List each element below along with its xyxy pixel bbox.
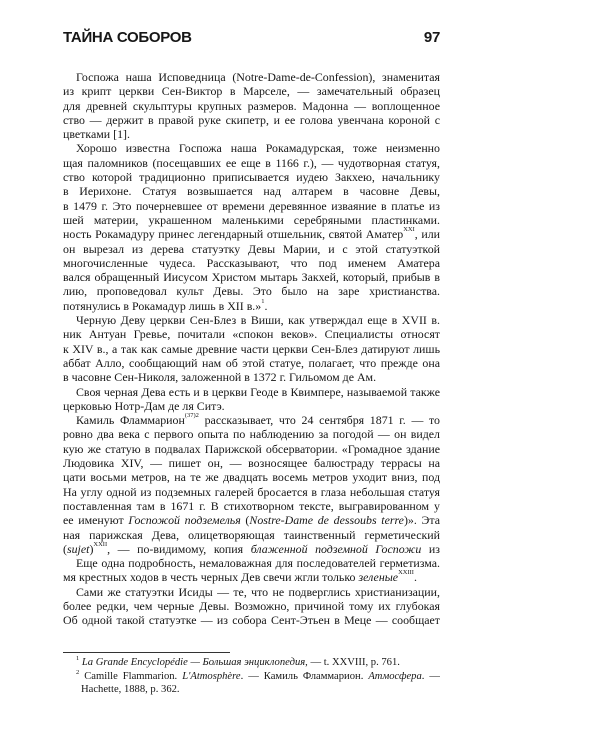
text-line: церковью Нотр-Дам де ля Ситэ.: [63, 398, 225, 413]
paragraph: [63, 70, 440, 141]
text-line: из крипт церкви Сен-Виктор в Марселе, — замечательный образец: [63, 84, 440, 99]
text-line: цветками [1].: [63, 127, 130, 142]
text-line: более редки, чем черные Девы. Возможно, причиной тому их глубокая: [63, 598, 440, 613]
text-line: цати восьми метров, на те же двадцать восемь метров уходит вниз, под: [63, 470, 440, 485]
italic-text: L'Atmosphère: [182, 670, 241, 682]
paragraph: [63, 556, 440, 585]
text-line: в часовне Сен-Николя, заложенной в 1372 г. Гильомом де Ам.: [63, 370, 377, 385]
italic-text: Госпожой подземелья: [128, 513, 241, 528]
text-line: кую же статую в подвалах Парижской обсерватории. «Громадное здание: [63, 441, 440, 456]
text-line: шей материи, украшенном маленькими серебряными пластинками.: [63, 212, 440, 227]
text-line: ник Антуан Гревье, почитали «спокон веков». Специалисты относят: [63, 327, 440, 342]
text-line: он вырезал из дерева статуэтку Девы Марии, и с этой статуэткой: [63, 241, 440, 256]
text-line: Своя черная Дева есть и в церкви Геоде в Квимпере, называемой также: [76, 384, 440, 399]
text-line: мя крестных ходов в честь черных Дев свечи жгли только зеленые$^{XXIII}$.: [63, 570, 417, 585]
text-line: Сами же статуэтки Исиды — те, что не подверглись христианизации,: [76, 584, 440, 599]
footnote-marker: XXI: [403, 227, 415, 234]
text-line: ная парижская Дева, олицетворяющая таинственный герметический: [63, 527, 440, 542]
text-line: Черную Деву церкви Сен-Блез в Виши, как утверждал еще в XVII в.: [76, 313, 440, 328]
text-line: $^2$ Camille Flammarion. L'Atmosphère. — Камиль Фламмарион. Атмосфера. —: [76, 669, 440, 682]
footnote-marker: XXII: [93, 541, 108, 548]
body-text: [63, 70, 440, 628]
text-line: Еще одна подробность, немаловажная для последователей герметизма.: [76, 556, 440, 571]
text-line: ее именуют Госпожой подземелья (Nostre-Dame de dessoubs terre)». Эта: [63, 513, 440, 528]
text-line: Hachette, 1888, p. 362.: [81, 684, 180, 695]
text-line: щая паломников (посещавших ее еще в 1166 г.), — чудотворная статуя,: [63, 155, 440, 170]
text-line: аббат Алло, сообщающий нам об этой статуе, полагает, что прежде она: [63, 355, 440, 370]
footnote-marker: 1: [261, 298, 265, 305]
text-line: ство которой традиционно приписывается иудею Закхею, начальнику: [63, 170, 440, 185]
text-line: многочисленные чудеса. Рассказывают, что под именем Аматера: [63, 256, 440, 270]
footnote: [63, 670, 440, 697]
text-line: ность Рокамадуру принес легендарный отшельник, святой Аматер$^{XXI}$, или: [63, 227, 440, 242]
text-line: Камиль Фламмарион$^{(37)2}$ рассказывает, что 24 сентября 1871 г. — то: [76, 413, 440, 428]
text-line: в Иерихоне. Статуя возвышается над алтарем в часовне Девы,: [63, 184, 440, 199]
italic-text: sujet: [66, 541, 90, 556]
page-number: 97: [423, 29, 440, 46]
footnote-marker: (37)2: [184, 413, 199, 420]
text-line: в 1479 г. Это почерневшее от времени деревянное изваяние в платье из: [63, 198, 440, 213]
paragraph: [63, 585, 440, 628]
footnote-marker: XXIII: [398, 570, 414, 577]
italic-text: La Grande Encyclopédie — Большая энциклопедия: [81, 657, 306, 668]
text-line: к XIV в., а так как самые древние части церкви Сен-Блез датируют лишь: [63, 341, 440, 356]
paragraph: [63, 313, 440, 384]
footnote-marker: [113, 269, 116, 270]
text-line: потянулись в Рокамадур лишь в XII в.»$^1$.: [63, 298, 268, 313]
text-line: Хорошо известна Госпожа наша Рокамадурская, тоже неизменно: [76, 141, 440, 156]
footnote-divider: [63, 652, 230, 653]
footnote: [63, 656, 440, 670]
text-line: Людовика XIV, — пишет он, — возносящее балюстраду террасы на: [63, 456, 440, 471]
paragraph: [63, 385, 440, 414]
paragraph: [63, 413, 440, 556]
text-line: для древней скульптуры крупных размеров. Мадонна — воплощенное: [63, 98, 440, 113]
text-line: вался обращенный Иисусом Христом мытарь Закхей, который, прибыв в: [63, 270, 440, 285]
text-line: лию, проповедовал культ Девы. Это было на заре христианства.: [63, 284, 440, 299]
text-line: На углу одной из подземных галерей бросается в глаза небольшая статуя: [63, 484, 440, 499]
italic-text: блаженной подземной Госпожи: [250, 541, 422, 556]
paragraph: [63, 141, 440, 313]
text-line: Об одной такой статуэтке — из собора Сент-Этьен в Меце — сообщает: [63, 613, 440, 628]
text-line: поставленная там в 1671 г. В стихотворном тексте, выгравированном у: [63, 498, 440, 513]
footnotes: [63, 656, 440, 697]
italic-text: Nostre-Dame de dessoubs terre: [249, 513, 404, 528]
text-line: Госпожа наша Исповедница (Notre-Dame-de-Confession), знаменитая: [76, 70, 440, 84]
text-line: (sujet)$^{XXII}$, — по-видимому, копия блаженной подземной Госпожи из: [63, 541, 440, 556]
text-line: ровно два века с первого опыта по наблюдению за погодой — он видел: [63, 427, 440, 442]
running-header: [63, 29, 440, 49]
text-line: $^1$ La Grande Encyclopédie — Большая энциклопедия, — t. XXVIII, p. 761.: [76, 656, 400, 668]
footnote-marker: 2: [76, 669, 80, 676]
footnote-marker: 1: [76, 656, 80, 662]
italic-text: Атмосфера: [368, 670, 422, 682]
running-title: ТАЙНА СОБОРОВ: [63, 29, 192, 46]
text-line: ство — держит в правой руке скипетр, и ее голова увенчана короной с: [63, 112, 440, 127]
italic-text: зеленые: [358, 570, 399, 585]
